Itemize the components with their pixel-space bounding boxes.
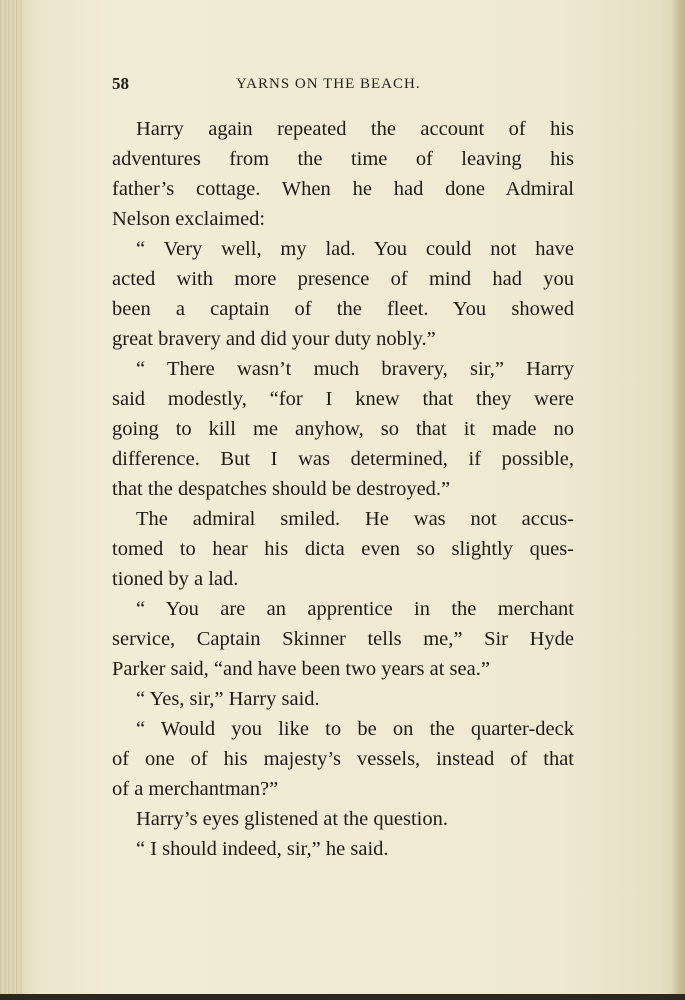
text-line: The admiral smiled. He was not accus-	[136, 508, 574, 530]
text-line: “ You are an apprentice in the merchant	[136, 598, 574, 620]
binding-edge	[0, 0, 22, 1000]
text-line: acted with more presence of mind had you	[112, 268, 574, 290]
text-line: going to kill me anyhow, so that it made no	[112, 418, 574, 440]
text-line: “ Yes, sir,” Harry said.	[136, 688, 320, 710]
running-header	[112, 74, 572, 98]
text-line: said modestly, “for I knew that they were	[112, 388, 574, 410]
text-line: Nelson exclaimed:	[112, 208, 266, 230]
bottom-edge	[0, 994, 685, 1000]
text-line: Harry again repeated the account of his	[136, 118, 574, 140]
page-stack-edge	[671, 0, 685, 1000]
text-line: Parker said, “and have been two years at sea.”	[112, 658, 490, 680]
text-line: “ There wasn’t much bravery, sir,” Harry	[136, 358, 574, 380]
text-line: tomed to hear his dicta even so slightly ques-	[112, 538, 574, 560]
text-line: great bravery and did your duty nobly.”	[112, 328, 436, 350]
page-number: 58	[112, 74, 129, 93]
text-line: been a captain of the fleet. You showed	[112, 298, 574, 320]
text-line: Harry’s eyes glistened at the question.	[136, 808, 448, 830]
text-line: service, Captain Skinner tells me,” Sir Hyde	[112, 628, 574, 650]
body-text	[112, 114, 574, 864]
text-line: tioned by a lad.	[112, 568, 239, 590]
text-line: that the despatches should be destroyed.”	[112, 478, 451, 500]
text-line: of a merchantman?”	[112, 778, 279, 800]
text-line: of one of his majesty’s vessels, instead of that	[112, 748, 574, 770]
text-line: adventures from the time of leaving his	[112, 148, 574, 170]
running-title: YARNS ON THE BEACH.	[236, 76, 421, 92]
text-line: father’s cottage. When he had done Admiral	[112, 178, 574, 200]
text-line: “ Would you like to be on the quarter-deck	[136, 718, 574, 740]
text-line: “ Very well, my lad. You could not have	[136, 238, 574, 260]
text-line: “ I should indeed, sir,” he said.	[136, 838, 389, 860]
text-line: difference. But I was determined, if possible,	[112, 448, 574, 470]
